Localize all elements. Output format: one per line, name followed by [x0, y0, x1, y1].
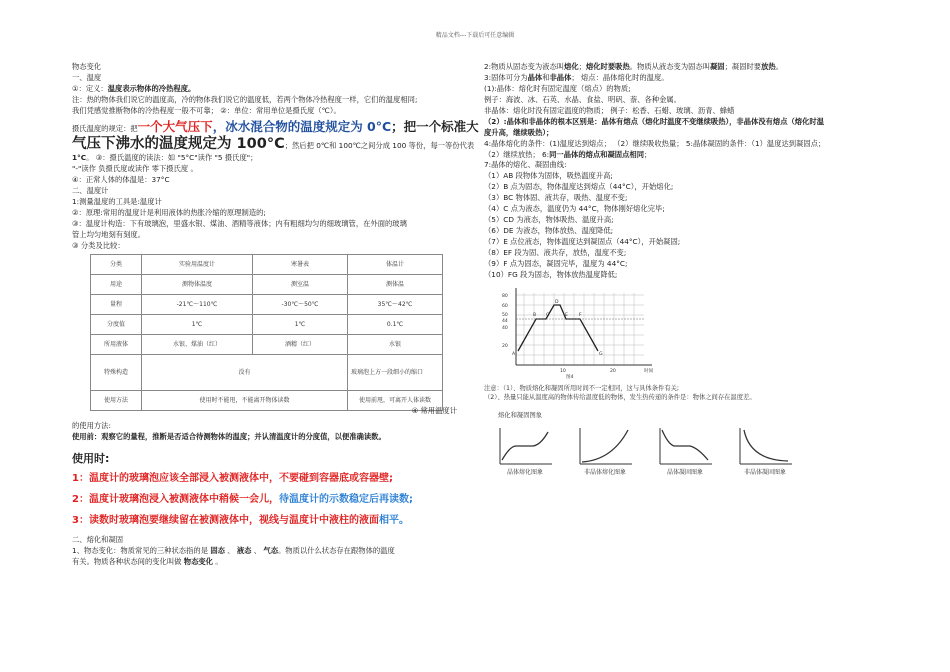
curve-step: （1）AB 段物体为固体，吸热温度升高;: [484, 171, 613, 181]
curve-step: （8）EF 段为固、液共存，放热，温度不变;: [484, 247, 627, 257]
thumb-label: 晶体凝固图象: [666, 469, 703, 477]
section-melting: 二、熔化和凝固: [72, 535, 124, 545]
common-thermometer: ④ 常用温度计: [411, 405, 457, 415]
x-tick: 20: [610, 368, 616, 374]
graph-caption: 图4: [566, 374, 574, 380]
rule-2: 2：温度计玻璃泡浸入被测液体中稍候一会儿，待温度计的示数稳定后再读数;: [72, 494, 413, 506]
y-tick: 44: [502, 318, 508, 324]
x-tick: 10: [560, 368, 566, 374]
reading-rule: 1°C。 ③：摄氏温度的读法：如 "5°C"读作 "5 摄氏度"；: [72, 153, 258, 163]
structure-line-cont: 管上均匀地刻有刻度。: [72, 230, 145, 240]
left-column: [72, 62, 477, 568]
curve-step: （3）BC 物体固、液共存，吸热、温度不变;: [484, 193, 628, 203]
amorphous-def: 非晶体：熔化时没有固定温度的物质； 例子：松香、石蜡、玻璃、沥青、蜂蜡: [484, 105, 735, 115]
point-label: A: [512, 351, 516, 357]
definition: ①：定义：温度表示物体的冷热程度。: [72, 83, 196, 93]
note-2: （2）、热量只能从温度高的物体传给温度低的物体，发生热传递的条件是：物体之间存在温度差。: [484, 394, 756, 402]
point-label: F: [579, 312, 582, 318]
note-1: 注意：（1）、物质熔化和凝固所用时间不一定相同，这与具体条件有关;: [484, 384, 680, 392]
before-use: 使用前：观察它的量程，推断是否适合待测物体的温度；并认清温度计的分度值，以便准确读数。: [72, 431, 386, 441]
point-label: B: [533, 312, 537, 318]
amorphous-melting-graph: [576, 426, 634, 477]
curve-step: （7）E 点位液态，物体温度达到凝固点（44°C），开始凝固;: [484, 237, 681, 246]
y-tick: 80: [502, 293, 508, 299]
x-axis-label: 时间: [644, 368, 654, 374]
curve-heading: 7:晶体的熔化、凝固曲线:: [484, 160, 567, 170]
during-use-heading: 使用时:: [72, 451, 110, 465]
principle-line: ②：原理:常用的温度计是利用液体的热胀冷缩的原理制造的;: [72, 208, 266, 218]
graph-svg: [494, 285, 674, 380]
section-thermometer: 二、温度计: [72, 186, 109, 196]
crystal-def: (1):晶体：熔化时有固定温度（熔点）的物质;: [484, 83, 631, 93]
solid-types: 3:固体可分为晶体和非晶体； 熔点：晶体熔化时的温度。: [484, 72, 669, 82]
point-label: C: [546, 312, 550, 318]
curve-step: （2）B 点为固态，物体温度达到熔点（44°C），开始熔化;: [484, 182, 674, 192]
table-row: 使用方法 使用时不能甩，不能离开物体读数 使用前甩，可离开人体读数: [91, 390, 443, 410]
note-line: 注：热的物体我们说它的温度高，冷的物体我们说它的温度低，若两个物体冷热程度一样，它们的温度相同;: [72, 94, 418, 104]
table-row: 所用液体 水银、煤油（红） 酒精（红） 水银: [91, 334, 443, 354]
comparison-table: [90, 254, 443, 411]
melt-conditions: 4:晶体熔化的条件：(1)温度达到熔点； （2）继续吸收热量； 5:晶体凝固的条件：（1）温度达到凝固点；: [484, 138, 826, 148]
curve-line: [518, 305, 598, 351]
curve-step: （10）FG 段为固态，物体放热温度降低;: [484, 269, 618, 279]
usage-label: 的使用方法:: [72, 420, 111, 430]
thumb-label: 非晶体凝固图象: [743, 469, 786, 477]
curve-step: （6）DE 为液态，物体放热、温度降低;: [484, 226, 614, 236]
melting-curve-graph: [494, 285, 674, 380]
thumbs-heading: 熔化和凝固图象: [498, 411, 543, 419]
y-tick: 40: [502, 325, 508, 331]
curve-step: （9）F 点为固态，凝固完毕，温度为 44°C;: [484, 258, 628, 268]
melting-def: 2:物质从固态变为液态叫熔化；熔化时要吸热。物质从液态变为固态叫凝固；凝固时要放热。: [484, 62, 783, 71]
y-tick: 20: [502, 343, 508, 349]
thumb-label: 非晶体熔化图象: [583, 469, 626, 477]
celsius-rule: 摄氏温度的规定：把一个大气压下，冰水混合物的温度规定为 0°C；把一个标准大: [72, 118, 479, 134]
table-row: 用途 测物体温度 测室温 测体温: [91, 274, 443, 294]
rule-1: 1：温度计的玻璃泡应该全部浸入被测液体中，不要碰到容器底或容器壁;: [72, 473, 393, 485]
difference: （2）:晶体和非晶体的根本区别是：晶体有熔点（熔化时温度不变继续吸热），非晶体没有熔点（熔化时温: [484, 116, 824, 126]
unit-line: 我们凭感觉推断物体的冷热程度一般不可靠； ②：单位：常用单位是摄氏度（℃）。: [72, 105, 341, 115]
state-line: 1、物态变化：物质常见的三种状态指的是 固态 、 液态 、 气态。物质以什么状态存在跟物体的温度: [72, 546, 395, 556]
crystal-freezing-graph: [656, 426, 714, 477]
thumbnail-graphs: [496, 426, 884, 477]
y-tick: 50: [502, 312, 508, 318]
table-row: 量程 -21℃～110℃ -30℃～50℃ 35℃～42℃: [91, 294, 443, 314]
table-row: 特殊构造 没有 玻璃泡上方一段细小的缩口: [91, 354, 443, 390]
crystal-melting-graph: [496, 426, 554, 477]
celsius-rule-cont: 气压下沸水的温度规定为 100°C；然后把 0℃和 100℃之间分成 100 等份，每一等份代表: [72, 135, 475, 152]
state-line-cont: 有关。物质各种状态间的变化叫做 物态变化 。: [72, 557, 223, 567]
amorphous-freezing-graph: [736, 426, 794, 477]
classification-label: ③ 分类及比较：: [72, 240, 125, 250]
curve-step: （5）CD 为液态，物体吸热、温度升高;: [484, 215, 614, 225]
table-header-row: 分类 实验用温度计 寒暑表 体温计: [91, 254, 443, 274]
thumb-label: 晶体熔化图象: [506, 469, 543, 477]
title: 物态变化: [72, 62, 102, 71]
body-temp: ④：正常人体的体温是：37°C: [72, 175, 170, 185]
point-label: E: [565, 312, 568, 318]
rule-3: 3：读数时玻璃泡要继续留在被测液体中，视线与温度计中液柱的液面相平。: [72, 515, 409, 527]
table-row: 分度值 1℃ 1℃ 0.1℃: [91, 314, 443, 334]
negative-reading: "-"读作 负摄氏度或读作 零下摄氏度 。: [72, 164, 198, 174]
tool-line: 1:测量温度的工具是:温度计: [72, 197, 162, 207]
point-label: G: [599, 351, 603, 357]
structure-line: ③：温度计构造：下有玻璃泡，里盛水银、煤油、酒精等液体；内有粗细均匀的细玻璃管，在外面的玻璃: [72, 219, 407, 229]
point-label: D: [555, 299, 559, 305]
section-temperature: 一、温度: [72, 72, 102, 82]
y-tick: 60: [502, 303, 508, 309]
crystal-examples: 例子：海波、冰、石英、水晶、食盐、明矾、萘、各种金属。: [484, 94, 682, 104]
curve-step: （4）C 点为液态，温度仍为 44°C，物体刚好熔化完毕;: [484, 204, 665, 214]
difference-cont: 度升高，继续吸热）；: [484, 127, 554, 137]
page-header: 精品文档---下载后可任意编辑: [435, 32, 515, 39]
freeze-conditions: （2）继续放热； 6:同一晶体的熔点和凝固点相同；: [484, 149, 652, 159]
right-column: [484, 62, 884, 477]
